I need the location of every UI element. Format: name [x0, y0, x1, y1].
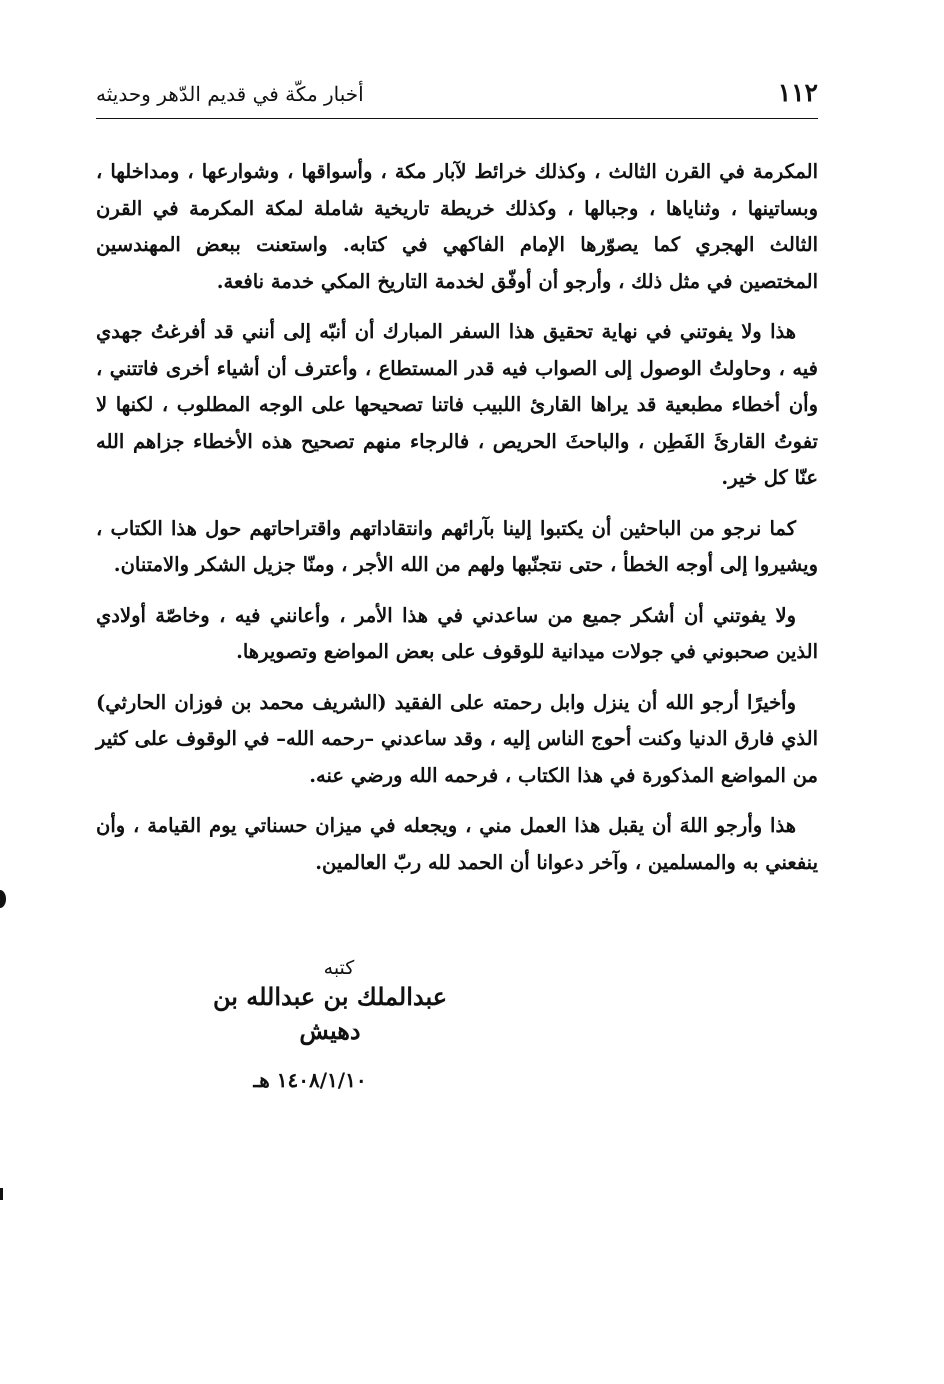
- scan-edge-mark: [0, 1188, 3, 1200]
- paragraph: هذا ولا يفوتني في نهاية تحقيق هذا السفر المبارك أن أنبّه إلى أنني قد أفرغتُ جهدي فيه ، وحاولتُ الوصول إلى الصواب فيه قدر المستطاع ، وأعترف أن أشياء أخرى فاتتني ، وأن أخطاء مطبعية قد يراها القارئ اللبيب فاتنا تصحيحها على الوجه المطلوب ، لكنها لا تفوتُ القارئَ الفَطِن ، والباحثَ الحريص ، فالرجاء منهم تصحيح هذه الأخطاء جزاهم الله عنّا كل خير.: [96, 320, 818, 489]
- paragraph: كما نرجو من الباحثين أن يكتبوا إلينا بآرائهم وانتقاداتهم واقتراحاتهم حول هذا الكتاب ، ويشيروا إلى أوجه الخطأ ، حتى نتجنّبها ولهم من الله الأجر ، ومنّا جزيل الشكر والامتنان.: [96, 516, 818, 576]
- page-header: [96, 78, 818, 119]
- signature-name: عبدالملك بن عبدالله بن دهيش: [212, 982, 448, 1045]
- running-title: أخبار مكّة في قديم الدّهر وحديثه: [96, 82, 364, 106]
- paragraph: ولا يفوتني أن أشكر جميع من ساعدني في هذا الأمر ، وأعانني فيه ، وخاصّة أولادي الذين صحبوني في جولات ميدانية للوقوف على بعض المواضع وتصويرها.: [96, 603, 818, 663]
- body-text: [96, 154, 818, 895]
- signature-date: ١٤٠٨/١/١٠ هـ: [253, 1068, 367, 1092]
- paragraph: وأخيرًا أرجو الله أن ينزل وابل رحمته على الفقيد (الشريف محمد بن فوزان الحارثي) الذي فارق الدنيا وكنت أحوج الناس إليه ، وقد ساعدني –رحمه الله– في الوقوف على كثير من المواضع المذكورة في هذا الكتاب ، فرحمه الله ورضي عنه.: [96, 690, 818, 787]
- signature-label: كتبه: [323, 957, 355, 979]
- scan-edge-mark: [0, 890, 6, 908]
- signature-block: [210, 956, 450, 1098]
- paragraph: المكرمة في القرن الثالث ، وكذلك خرائط لآبار مكة ، وأسواقها ، وشوارعها ، ومداخلها ، وبساتينها ، وثناياها ، وجبالها ، وكذلك خريطة تاريخية شاملة لمكة المكرمة في القرن الثالث الهجري كما يصوّرها الإمام الفاكهي في كتابه. واستعنت ببعض المهندسين المختصين في مثل ذلك ، وأرجو أن أوفّق لخدمة التاريخ المكي خدمة نافعة.: [96, 160, 818, 293]
- page-number: ١١٢: [777, 78, 818, 107]
- paragraph: هذا وأرجو اللهَ أن يقبل هذا العمل مني ، ويجعله في ميزان حسناتي يوم القيامة ، وأن ينفعني به والمسلمين ، وآخر دعوانا أن الحمد لله ربّ العالمين.: [96, 814, 818, 874]
